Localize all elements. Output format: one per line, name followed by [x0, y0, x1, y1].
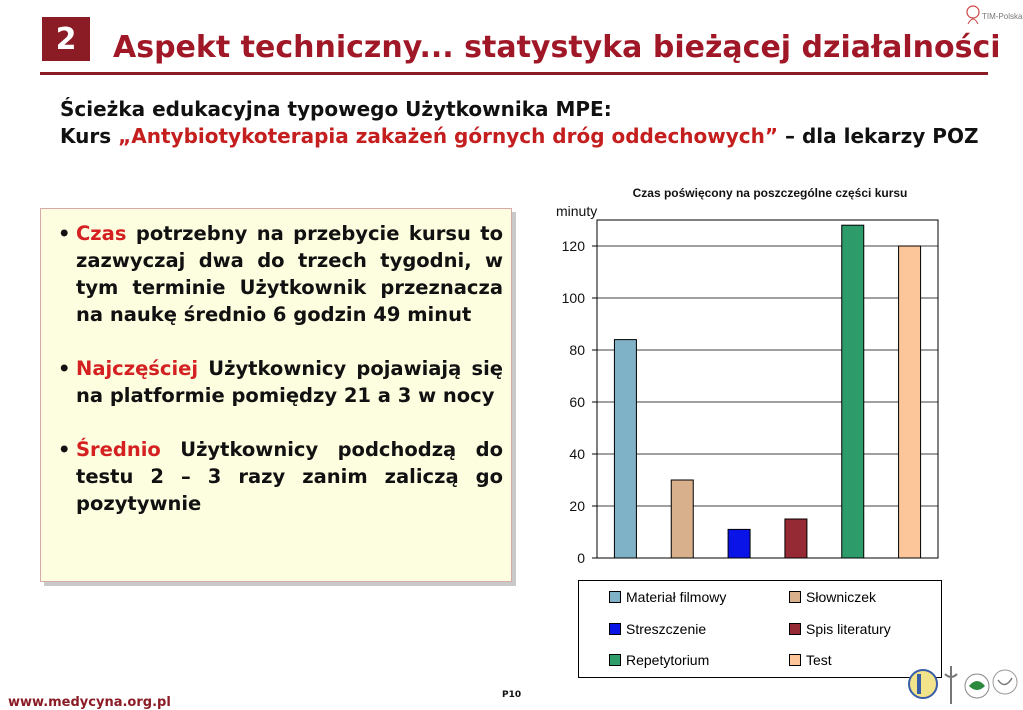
bullet-lead: Średnio: [76, 438, 161, 461]
kurs-prefix: Kurs: [60, 124, 119, 148]
y-tick-label: 0: [577, 550, 585, 566]
chart-legend: [578, 580, 942, 678]
subtitle-course-line: [60, 123, 985, 150]
bullet-dot-icon: •: [58, 222, 71, 245]
bullet-list: [58, 220, 503, 544]
legend-swatch: [789, 591, 801, 603]
bar-spis-literatury: [785, 519, 807, 558]
legend-item: [789, 621, 891, 637]
bar-materiał-filmowy: [614, 340, 636, 558]
page-number: P10: [502, 690, 522, 700]
slide-title: Aspekt techniczny... statystyka bieżącej działalności: [113, 30, 1001, 65]
bar-repetytorium: [842, 225, 864, 558]
legend-label: Repetytorium: [626, 652, 710, 668]
plot-area-border: [597, 220, 938, 558]
y-tick-label: 100: [561, 290, 585, 306]
legend-swatch: [789, 623, 801, 635]
bullet-lead: Czas: [76, 222, 127, 245]
legend-label: Materiał filmowy: [626, 589, 727, 605]
logo-text: TIM-Polska: [982, 12, 1023, 21]
bullet-item: [58, 436, 503, 517]
slide-number-badge: [42, 17, 90, 61]
legend-label: Spis literatury: [806, 621, 891, 637]
chart-y-axis-label: minuty: [556, 203, 598, 219]
y-tick-label: 120: [561, 238, 585, 254]
bar-chart: [540, 210, 950, 570]
subtitle: [60, 96, 985, 150]
bullet-text: Użytkownicy pojawiają się na platformie pomiędzy 21 a 3 w nocy: [76, 357, 503, 407]
bullet-item: [58, 355, 503, 409]
legend-label: Słowniczek: [806, 589, 877, 605]
y-tick-label: 60: [569, 394, 585, 410]
y-tick-label: 20: [569, 498, 585, 514]
subtitle-line1: Ścieżka edukacyjna typowego Użytkownika MPE:: [60, 97, 612, 121]
legend-swatch: [789, 654, 801, 666]
legend-item: [789, 652, 832, 668]
bullet-lead: Najczęściej: [76, 357, 199, 380]
bullet-text: Użytkownicy podchodzą do testu 2 – 3 razy zanim zaliczą go pozytywnie: [76, 438, 503, 515]
footer-url[interactable]: www.medycyna.org.pl: [8, 695, 171, 710]
legend-swatch: [609, 591, 621, 603]
legend-swatch: [609, 623, 621, 635]
legend-swatch: [609, 654, 621, 666]
course-name: „Antybiotykoterapia zakażeń górnych dróg oddechowych”: [118, 124, 779, 148]
bar-słowniczek: [671, 480, 693, 558]
chart-title: Czas poświęcony na poszczególne części kursu: [632, 186, 908, 200]
bullet-item: [58, 220, 503, 328]
y-tick-label: 40: [569, 446, 585, 462]
course-suffix: – dla lekarzy POZ: [778, 124, 979, 148]
bullet-dot-icon: •: [58, 438, 71, 461]
legend-item: [789, 589, 876, 605]
bar-test: [899, 246, 921, 558]
partner-logos-icon: [905, 660, 1020, 708]
legend-label: Test: [806, 652, 832, 668]
legend-item: [609, 621, 706, 637]
legend-item: [609, 652, 709, 668]
slide-number: 2: [55, 21, 77, 57]
bar-streszczenie: [728, 529, 750, 558]
bullet-dot-icon: •: [58, 357, 71, 380]
legend-label: Streszczenie: [626, 621, 707, 637]
legend-item: [609, 589, 726, 605]
bullet-text: potrzebny na przebycie kursu to zazwyczaj dwa do trzech tygodni, w tym terminie Użytkownik przeznacza na naukę średnio 6 godzin 49 minut: [76, 222, 503, 326]
title-divider: [40, 72, 988, 75]
y-tick-label: 80: [569, 342, 585, 358]
